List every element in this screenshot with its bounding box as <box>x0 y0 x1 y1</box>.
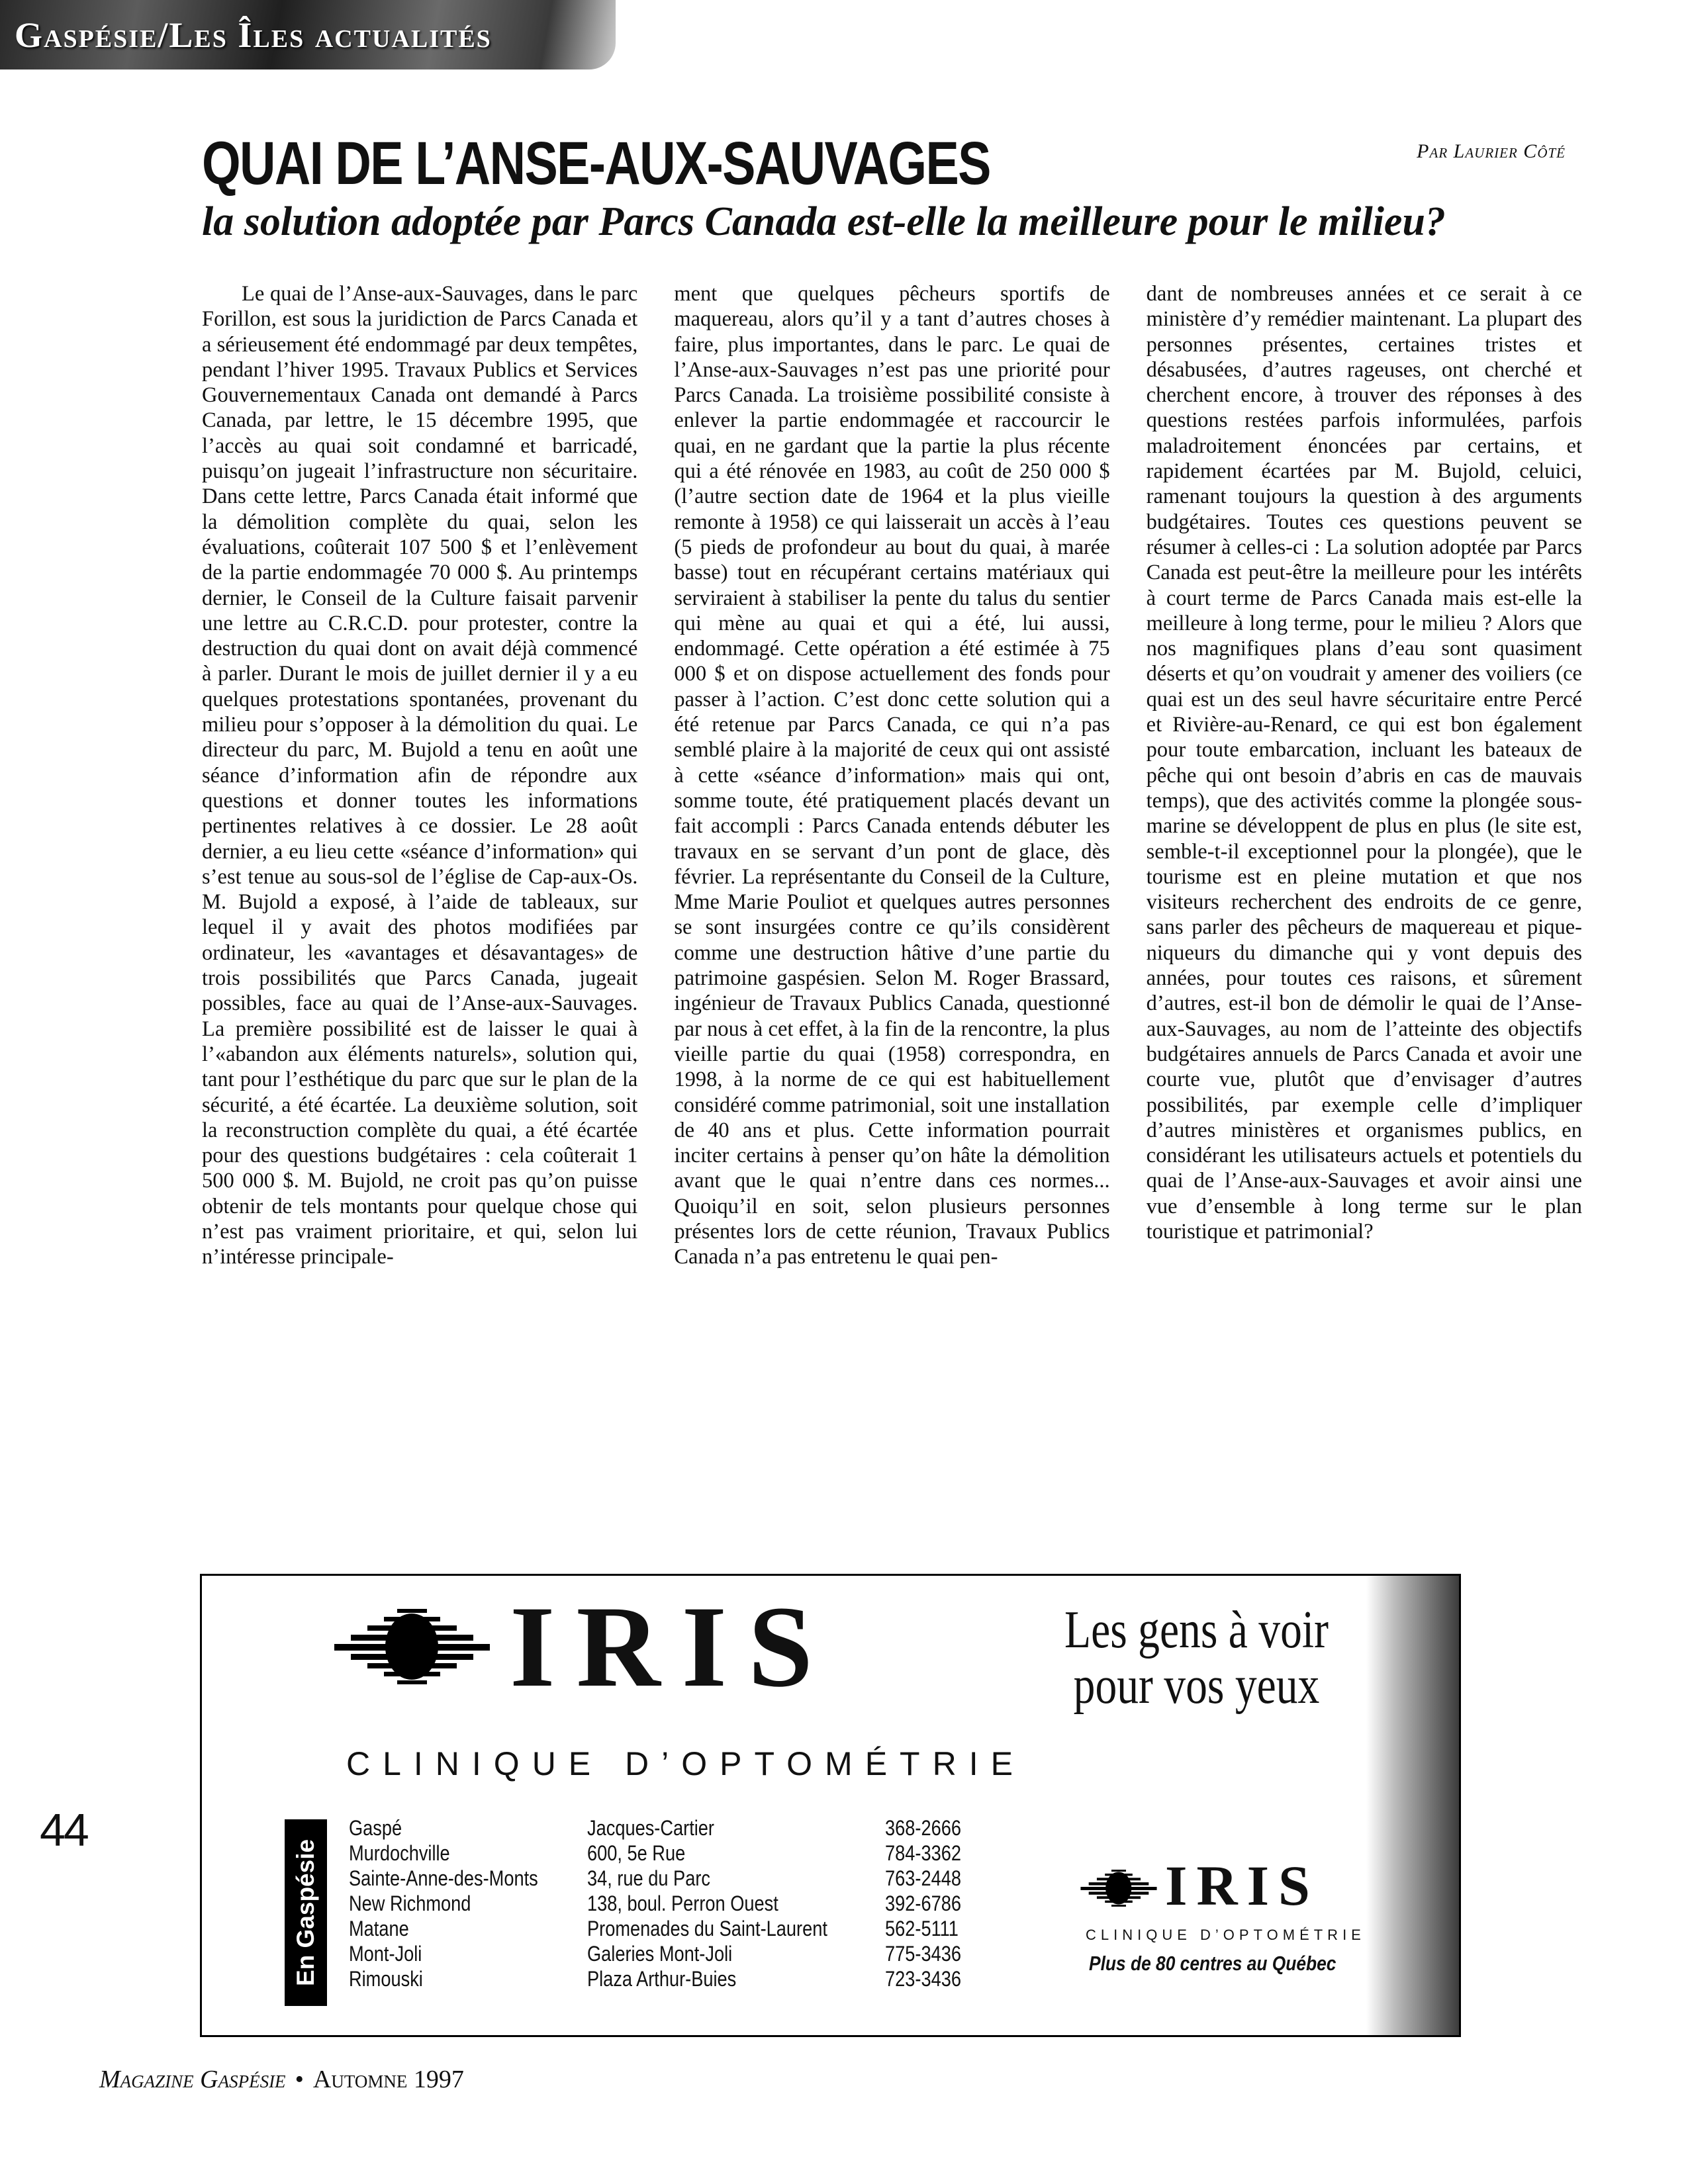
iris-logo-icon <box>331 1604 493 1690</box>
location-phone: 763-2448 <box>885 1866 961 1890</box>
location-phone: 723-3436 <box>885 1967 961 1991</box>
location-address: Plaza Arthur-Buies <box>587 1967 737 1991</box>
location-town: Rimouski <box>349 1967 423 1991</box>
article-column-1-text: Le quai de l’Anse-aux-Sauvages, dans le parc Forillon, est sous la juridiction de Parcs Canada et a sérieusement été endommagé par deux tempêtes, pendant l’hiver 1995. Travaux Publics et Services Gouvernementaux Canada ont demandé à Parcs Canada, par lettre, le 15 décembre 1995, que l’accès au quai soit condamné et barricadé, puisqu’on jugeait l’infrastructure non sécuritaire. Dans cette lettre, Parcs Canada était informé que la démolition complète du quai, selon les évaluations, coûterait 107 500 $ et l’enlèvement de la partie endommagée 70 000 $. Au printemps dernier, le Conseil de la Culture faisait parvenir une lettre au C.R.C.D. pour protester, contre la destruction du quai dont on avait déjà commencé à parler. Durant le mois de juillet dernier il y a eu quelques protestations spontanées, provenant du milieu pour s’opposer à la démolition du quai. Le directeur du parc, M. Bujold a tenu en août une séance d’information afin de répondre aux questions et donner toutes les informations pertinentes relatives à ce dossier. Le 28 août dernier, a eu lieu cette «séance d’information» qui s’est tenue au sous-sol de l’église de Cap-aux-Os. M. Bujold a exposé, à l’aide de tableaux, sur lequel il y avait des photos modifiées par ordinateur, les «avantages et désavantages» de trois possibilités que Parcs Canada, jugeait possibles, face au quai de l’Anse-aux-Sauvages. La première possibilité est de laisser le quai à l’«abandon aux éléments naturels», solution qui, tant pour l’esthétique du parc que sur le plan de la sécurité, a été écartée. La deuxième solution, soit la reconstruction complète du quai, a été écartée pour des questions budgétaires : cela coûterait 1 500 000 $. M. Bujold, ne croit pas qu’on puisse obtenir de tels montants pour quelque chose qui n’est pas vraiment prioritaire, et qui, selon lui n’intéresse principale- <box>202 282 638 1269</box>
article-column-3-text: dant de nombreuses années et ce serait à ce ministère d’y remédier maintenant. La plupart des personnes présentes, certaines tristes et désabusées, d’autres rageuses, ont cherché et cherchent encore, à trouver des réponses à des questions restées parfois informulées, parfois maladroitement énoncées par certains, et rapidement écartées par M. Bujold, celuici, ramenant toujours la question à des arguments budgétaires. Toutes ces questions peuvent se résumer à celles-ci : La solution adoptée par Parcs Canada est peut-être la meilleure pour les intérêts à court terme de Parcs Canada mais est-elle la meilleure à long terme, pour le milieu ? Alors que nos magnifiques plans d’eau sont quasiment déserts et qu’on voudrait y amener des voiliers (ce quai est un des seul havre sécuritaire entre Percé et Rivière-au-Renard, ce qui est bon également pour toute embarcation, incluant les bateaux de pêche qui ont besoin d’abris en cas de mauvais temps), que des activités comme la plongée sous-marine se développent de plus en plus (le site est, semble-t-il exceptionnel pour la plongée), que le tourisme est en pleine mutation et que nos visiteurs recherchent des endroits de ce genre, sans parler des pêcheurs de maquereau et pique-niqueurs du dimanche qui y vont depuis des années, pour toutes ces raisons, et sûrement d’autres, est-il bon de démolir le quai de l’Anse-aux-Sauvages, au nom de l’atteinte des objectifs budgétaires annuels de Parcs Canada et avoir une courte vue, plutôt que d’envisager d’autres possibilités, par exemple celle d’impliquer d’autres ministères et organismes publics, en considérant les utilisateurs actuels et potentiels du quai de l’Anse-aux-Sauvages et avoir ainsi une vue d’ensemble à long terme sur le plan touristique et patrimonial? <box>1146 282 1582 1244</box>
article-subhead: la solution adoptée par Parcs Canada est-elle la meilleure pour le milieu? <box>202 199 1446 244</box>
ad-brand-small: IRIS <box>1165 1854 1319 1917</box>
iris-logo-small-icon <box>1079 1867 1158 1909</box>
location-phone: 784-3362 <box>885 1841 961 1865</box>
page-number: 44 <box>40 1804 87 1856</box>
location-town: New Richmond <box>349 1891 471 1915</box>
location-phone: 392-6786 <box>885 1891 961 1915</box>
location-phone: 368-2666 <box>885 1816 961 1840</box>
section-banner-text: Gaspésie/Les Îles actualités <box>15 15 492 55</box>
location-address: 34, rue du Parc <box>587 1866 710 1890</box>
ad-locations-list <box>349 1815 1024 1991</box>
location-town: Mont-Joli <box>349 1942 422 1966</box>
location-town: Gaspé <box>349 1816 402 1840</box>
footer-magazine: Magazine Gaspésie <box>99 2066 286 2093</box>
location-town: Sainte-Anne-des-Monts <box>349 1866 538 1890</box>
footer-separator: • <box>295 2066 304 2093</box>
list-item <box>349 1891 1024 1916</box>
list-item <box>349 1916 1024 1941</box>
article-column-2 <box>674 281 1109 1535</box>
ad-tagline-large: CLINIQUE D’OPTOMÉTRIE <box>346 1745 1025 1782</box>
list-item <box>349 1866 1024 1891</box>
list-item <box>349 1841 1024 1866</box>
ad-region-label-text: En Gaspésie <box>292 1839 320 1987</box>
article-byline: Par Laurier Côté <box>1417 140 1566 162</box>
article-column-3 <box>1147 281 1582 1535</box>
ad-slogan: Les gens à voir pour vos yeux <box>1064 1601 1329 1715</box>
article-headline: QUAI DE L’ANSE-AUX-SAUVAGES <box>202 130 990 197</box>
ad-gradient-shade <box>1366 1576 1459 2035</box>
ad-centres-note: Plus de 80 centres au Québec <box>1089 1952 1336 1975</box>
location-phone: 775-3436 <box>885 1942 961 1966</box>
ad-brand-large: IRIS <box>510 1582 834 1711</box>
ad-tagline-small: CLINIQUE D’OPTOMÉTRIE <box>1086 1927 1366 1943</box>
article-column-1 <box>202 281 637 1535</box>
list-item <box>349 1815 1024 1841</box>
footer-issue: Automne 1997 <box>312 2066 464 2093</box>
location-town: Murdochville <box>349 1841 450 1865</box>
iris-advertisement <box>200 1574 1461 2037</box>
location-address: Jacques-Cartier <box>587 1816 714 1840</box>
ad-region-label <box>285 1819 327 2006</box>
page-footer <box>99 2065 464 2094</box>
location-address: 138, boul. Perron Ouest <box>587 1891 778 1915</box>
section-banner <box>0 0 616 69</box>
article-body <box>202 281 1582 1535</box>
location-address: 600, 5e Rue <box>587 1841 686 1865</box>
article-column-2-text: ment que quelques pêcheurs sportifs de maquereau, alors qu’il y a tant d’autres choses à faire, plus importantes, dans le parc. Le quai de l’Anse-aux-Sauvages n’est pas une priorité pour Parcs Canada. La troisième possibilité consiste à enlever la partie endommagée et raccourcir le quai, en ne gardant que la partie la plus récente qui a été rénovée en 1983, au coût de 250 000 $ (l’autre section date de 1964 et la plus vieille remonte à 1958) ce qui laisserait un accès à l’eau (5 pieds de profondeur au bout du quai, à marée basse) tout en récupérant certains matériaux qui serviraient à stabiliser la pente du talus du sentier qui mène au quai et qui a été, lui aussi, endommagé. Cette opération a été estimée à 75 000 $ et on dispose actuellement des fonds pour passer à l’action. C’est donc cette solution qui a été retenue par Parcs Canada, ce qui n’a pas semblé plaire à la majorité de ceux qui ont assisté à cette «séance d’information» mais qui ont, somme toute, été pratiquement placés devant un fait accompli : Parcs Canada entends débuter les travaux en se servant d’un pont de glace, dès février. La représentante du Conseil de la Culture, Mme Marie Pouliot et quelques autres personnes se sont insurgées contre ce qu’ils considèrent comme une destruction hâtive d’une partie du patrimoine gaspésien. Selon M. Roger Brassard, ingénieur de Travaux Publics Canada, questionné par nous à cet effet, à la fin de la rencontre, la plus vieille partie du quai (1958) correspondra, en 1998, à la norme de ce qui est habituellement considéré comme patrimonial, soit une installation de 40 ans et plus. Cette information pourrait inciter certains à penser qu’on hâte la démolition avant que le quai n’entre dans ces normes... Quoiqu’il en soit, selon plusieurs personnes présentes lors de cette réunion, Travaux Publics Canada n’a pas entretenu le quai pen- <box>674 282 1110 1269</box>
list-item <box>349 1966 1024 1991</box>
location-address: Promenades du Saint-Laurent <box>587 1917 827 1940</box>
list-item <box>349 1941 1024 1966</box>
location-town: Matane <box>349 1917 409 1940</box>
location-address: Galeries Mont-Joli <box>587 1942 733 1966</box>
location-phone: 562-5111 <box>885 1917 959 1940</box>
